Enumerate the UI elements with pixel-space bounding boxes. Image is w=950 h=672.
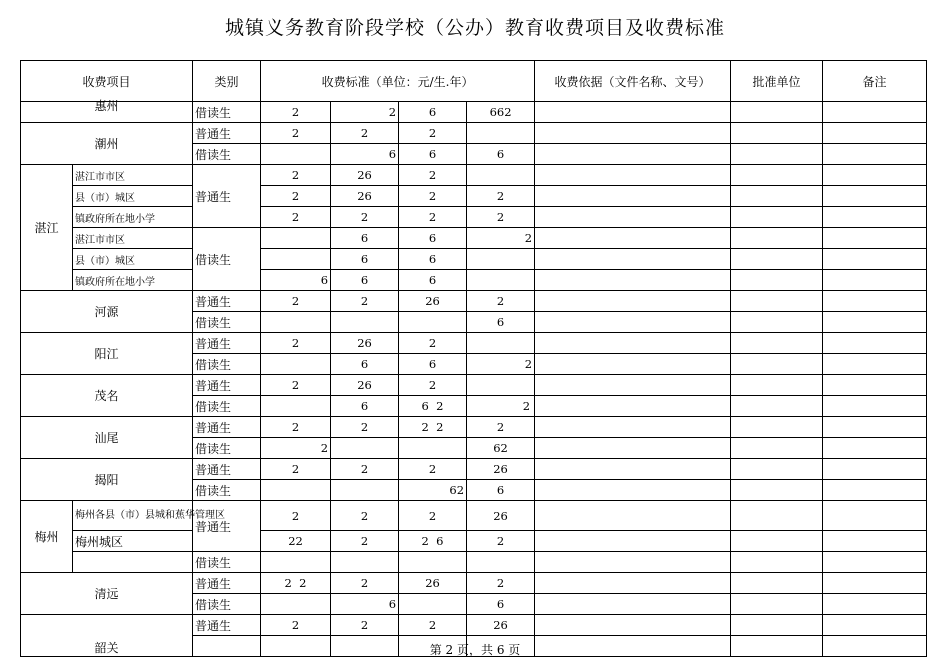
fee-value — [261, 552, 331, 573]
fee-value: 2 — [261, 186, 331, 207]
fee-value: 2 — [467, 207, 535, 228]
remark-cell — [823, 186, 927, 207]
basis-cell — [535, 207, 731, 228]
approver-cell — [731, 144, 823, 165]
remark-cell — [823, 396, 927, 417]
fee-value — [467, 165, 535, 186]
remark-cell — [823, 417, 927, 438]
header-item: 收费项目 — [21, 61, 193, 102]
basis-cell — [535, 501, 731, 531]
city-chaozhou: 潮州 — [21, 123, 193, 165]
fee-value: 2 — [331, 501, 399, 531]
basis-cell — [535, 417, 731, 438]
remark-cell — [823, 333, 927, 354]
fee-value: 2 — [467, 417, 535, 438]
sub-area: 湛江市市区 — [73, 228, 193, 249]
page-footer: 第 2 页，共 6 页 — [429, 643, 521, 657]
fee-value — [399, 312, 467, 333]
fee-value — [261, 396, 331, 417]
fee-value: 6 — [331, 396, 399, 417]
fee-value: 6 — [331, 270, 399, 291]
approver-cell — [731, 291, 823, 312]
fee-value: 2 — [399, 207, 467, 228]
fee-value: 2 — [261, 615, 331, 636]
approver-cell — [731, 459, 823, 480]
fee-value: 2 2 — [399, 417, 467, 438]
fee-value: 2 — [399, 165, 467, 186]
fee-value — [467, 333, 535, 354]
remark-cell — [823, 228, 927, 249]
basis-cell — [535, 552, 731, 573]
fee-value: 2 — [331, 417, 399, 438]
fee-value — [467, 123, 535, 144]
category-cell: 普通生 — [193, 375, 261, 396]
fee-value: 2 — [467, 573, 535, 594]
fee-value: 6 — [331, 594, 399, 615]
fee-value: 2 — [261, 438, 331, 459]
basis-cell — [535, 573, 731, 594]
fee-value — [331, 312, 399, 333]
fee-value: 2 — [331, 123, 399, 144]
category-cell: 借读生 — [193, 354, 261, 375]
basis-cell — [535, 186, 731, 207]
fee-value — [261, 144, 331, 165]
category-cell: 借读生 — [193, 312, 261, 333]
remark-cell — [823, 501, 927, 531]
remark-cell — [823, 207, 927, 228]
category-cell: 普通生 — [193, 615, 261, 636]
fee-value: 2 — [331, 291, 399, 312]
fee-value: 6 — [331, 228, 399, 249]
category-cell: 普通生 — [193, 459, 261, 480]
fee-value — [261, 480, 331, 501]
fee-value: 26 — [331, 375, 399, 396]
fee-value: 2 — [261, 102, 331, 123]
fee-value: 2 — [331, 459, 399, 480]
approver-cell — [731, 312, 823, 333]
table-row — [21, 531, 927, 552]
approver-cell — [731, 438, 823, 459]
fee-value — [467, 270, 535, 291]
fee-value — [331, 438, 399, 459]
fee-value — [331, 480, 399, 501]
approver-cell — [731, 354, 823, 375]
fee-value: 26 — [399, 573, 467, 594]
fee-value: 6 — [467, 594, 535, 615]
header-basis: 收费依据（文件名称、文号） — [535, 61, 731, 102]
approver-cell — [731, 375, 823, 396]
remark-cell — [823, 573, 927, 594]
fee-value — [331, 552, 399, 573]
remark-cell — [823, 375, 927, 396]
category-cell: 借读生 — [193, 102, 261, 123]
table-row — [21, 333, 927, 354]
remark-cell — [823, 291, 927, 312]
fee-value: 6 — [467, 480, 535, 501]
remark-cell — [823, 270, 927, 291]
city-jieyang: 揭阳 — [21, 459, 193, 501]
basis-cell — [535, 270, 731, 291]
fee-value: 26 — [331, 165, 399, 186]
fee-value: 26 — [467, 615, 535, 636]
basis-cell — [535, 102, 731, 123]
table-row — [21, 249, 927, 270]
fee-value: 2 2 — [261, 573, 331, 594]
fee-value: 2 — [399, 186, 467, 207]
basis-cell — [535, 531, 731, 552]
fee-value: 6 — [467, 144, 535, 165]
fee-value: 662 — [467, 102, 535, 123]
category-cell: 普通生 — [193, 291, 261, 312]
approver-cell — [731, 573, 823, 594]
category-cell: 借读生 — [193, 480, 261, 501]
basis-cell — [535, 396, 731, 417]
fee-value: 2 — [467, 186, 535, 207]
category-cell: 借读生 — [193, 594, 261, 615]
sub-area: 湛江市市区 — [73, 165, 193, 186]
sub-area: 县（市）城区 — [73, 249, 193, 270]
fee-value: 2 — [331, 573, 399, 594]
basis-cell — [535, 615, 731, 636]
remark-cell — [823, 594, 927, 615]
remark-cell — [823, 123, 927, 144]
fee-value: 2 — [331, 615, 399, 636]
fee-value: 2 — [399, 375, 467, 396]
fee-value — [399, 594, 467, 615]
approver-cell — [731, 165, 823, 186]
approver-cell — [731, 207, 823, 228]
approver-cell — [731, 615, 823, 636]
table-row — [21, 552, 927, 573]
fee-value: 6 — [331, 144, 399, 165]
fee-value: 6 — [467, 312, 535, 333]
fee-value: 2 — [331, 531, 399, 552]
sub-area: 镇政府所在地小学 — [73, 270, 193, 291]
basis-cell — [535, 312, 731, 333]
category-cell: 普通生 — [193, 333, 261, 354]
fee-value: 2 — [467, 228, 535, 249]
remark-cell — [823, 354, 927, 375]
approver-cell — [731, 249, 823, 270]
fee-value: 2 — [261, 333, 331, 354]
header-remark: 备注 — [823, 61, 927, 102]
remark-cell — [823, 165, 927, 186]
header-category: 类别 — [193, 61, 261, 102]
table-row — [21, 270, 927, 291]
fee-value: 6 — [399, 249, 467, 270]
fee-value: 2 — [399, 615, 467, 636]
category-cell: 借读生 — [193, 396, 261, 417]
fee-value: 2 — [261, 123, 331, 144]
table-row — [21, 123, 927, 144]
category-cell: 普通生 — [193, 417, 261, 438]
fee-value: 6 — [261, 270, 331, 291]
city-qingyuan: 清远 — [21, 573, 193, 615]
fee-value: 2 — [261, 207, 331, 228]
approver-cell — [731, 186, 823, 207]
approver-cell — [731, 333, 823, 354]
table-row — [21, 573, 927, 594]
fee-value — [467, 249, 535, 270]
basis-cell — [535, 165, 731, 186]
basis-cell — [535, 228, 731, 249]
fee-value: 2 — [261, 165, 331, 186]
fee-value — [261, 312, 331, 333]
fee-value: 26 — [467, 459, 535, 480]
basis-cell — [535, 249, 731, 270]
city-shaoguan: 韶关 — [21, 615, 193, 657]
fee-value: 26 — [467, 501, 535, 531]
basis-cell — [535, 144, 731, 165]
city-zhanjiang: 湛江 — [21, 165, 73, 291]
table-row — [21, 375, 927, 396]
approver-cell — [731, 501, 823, 531]
sub-area: 镇政府所在地小学 — [73, 207, 193, 228]
table-row — [21, 615, 927, 636]
fee-value: 2 — [467, 396, 535, 417]
approver-cell — [731, 270, 823, 291]
fee-value: 2 6 — [399, 531, 467, 552]
fee-value: 6 — [399, 354, 467, 375]
basis-cell — [535, 594, 731, 615]
table-row — [21, 501, 927, 531]
fee-value: 6 — [399, 144, 467, 165]
category-cell: 借读生 — [193, 144, 261, 165]
category-cell: 借读生 — [193, 552, 261, 573]
fee-value: 2 — [467, 354, 535, 375]
city-huizhou: 惠州 — [21, 102, 193, 123]
page-title: 城镇义务教育阶段学校（公办）教育收费项目及收费标准 — [224, 17, 725, 39]
fee-value: 2 — [261, 417, 331, 438]
remark-cell — [823, 480, 927, 501]
remark-cell — [823, 615, 927, 636]
sub-area: 梅州各县（市）县城和蕉华管理区 — [73, 501, 193, 531]
sub-area-empty — [73, 552, 193, 573]
fee-value: 2 — [261, 375, 331, 396]
table-row — [21, 207, 927, 228]
fee-value — [399, 552, 467, 573]
remark-cell — [823, 459, 927, 480]
fee-value: 2 — [261, 501, 331, 531]
city-maoming: 茂名 — [21, 375, 193, 417]
category-cell: 普通生 — [193, 123, 261, 144]
city-heyuan: 河源 — [21, 291, 193, 333]
approver-cell — [731, 594, 823, 615]
approver-cell — [731, 102, 823, 123]
remark-cell — [823, 438, 927, 459]
basis-cell — [535, 438, 731, 459]
table-row — [21, 186, 927, 207]
fee-value — [261, 354, 331, 375]
fee-value: 62 — [399, 480, 467, 501]
fee-value: 22 — [261, 531, 331, 552]
approver-cell — [731, 228, 823, 249]
fee-value: 26 — [331, 333, 399, 354]
approver-cell — [731, 531, 823, 552]
sub-area: 梅州城区 — [73, 531, 193, 552]
remark-cell — [823, 249, 927, 270]
basis-cell — [535, 480, 731, 501]
fee-value — [261, 249, 331, 270]
approver-cell — [731, 552, 823, 573]
basis-cell — [535, 354, 731, 375]
remark-cell — [823, 552, 927, 573]
approver-cell — [731, 123, 823, 144]
category-cell: 借读生 — [193, 438, 261, 459]
fee-value — [467, 375, 535, 396]
fee-value: 6 — [399, 270, 467, 291]
fee-value: 2 — [399, 123, 467, 144]
fee-table — [20, 60, 927, 657]
fee-value: 2 — [467, 531, 535, 552]
category-cell: 借读生 — [193, 228, 261, 291]
fee-value: 2 — [261, 291, 331, 312]
fee-value: 26 — [331, 186, 399, 207]
table-row — [21, 291, 927, 312]
fee-value: 2 — [331, 102, 399, 123]
remark-cell — [823, 531, 927, 552]
fee-value: 6 — [399, 102, 467, 123]
fee-value: 6 — [399, 228, 467, 249]
fee-value — [399, 438, 467, 459]
approver-cell — [731, 417, 823, 438]
fee-value: 62 — [467, 438, 535, 459]
table-row — [21, 102, 927, 123]
basis-cell — [535, 375, 731, 396]
header-approver: 批准单位 — [731, 61, 823, 102]
table-row — [21, 459, 927, 480]
fee-value: 2 — [399, 333, 467, 354]
header-standard: 收费标准（单位：元/生.年） — [261, 61, 535, 102]
basis-cell — [535, 291, 731, 312]
fee-value: 2 — [399, 459, 467, 480]
fee-value — [261, 228, 331, 249]
fee-value — [261, 594, 331, 615]
fee-value: 6 — [331, 249, 399, 270]
fee-value: 6 2 — [399, 396, 467, 417]
table-row — [21, 228, 927, 249]
fee-value: 2 — [261, 459, 331, 480]
remark-cell — [823, 144, 927, 165]
category-cell: 普通生 — [193, 165, 261, 228]
fee-value: 2 — [467, 291, 535, 312]
approver-cell — [731, 480, 823, 501]
basis-cell — [535, 459, 731, 480]
fee-value: 2 — [399, 501, 467, 531]
sub-area: 县（市）城区 — [73, 186, 193, 207]
city-yangjiang: 阳江 — [21, 333, 193, 375]
category-cell: 普通生 — [193, 573, 261, 594]
fee-value: 26 — [399, 291, 467, 312]
city-meizhou: 梅州 — [21, 501, 73, 573]
fee-value: 2 — [331, 207, 399, 228]
header-row — [21, 61, 927, 102]
fee-value: 6 — [331, 354, 399, 375]
remark-cell — [823, 102, 927, 123]
remark-cell — [823, 312, 927, 333]
basis-cell — [535, 333, 731, 354]
category-cell: 普通生 — [193, 501, 261, 552]
city-shanwei: 汕尾 — [21, 417, 193, 459]
fee-value — [467, 552, 535, 573]
table-row — [21, 165, 927, 186]
approver-cell — [731, 396, 823, 417]
table-row — [21, 417, 927, 438]
basis-cell — [535, 123, 731, 144]
